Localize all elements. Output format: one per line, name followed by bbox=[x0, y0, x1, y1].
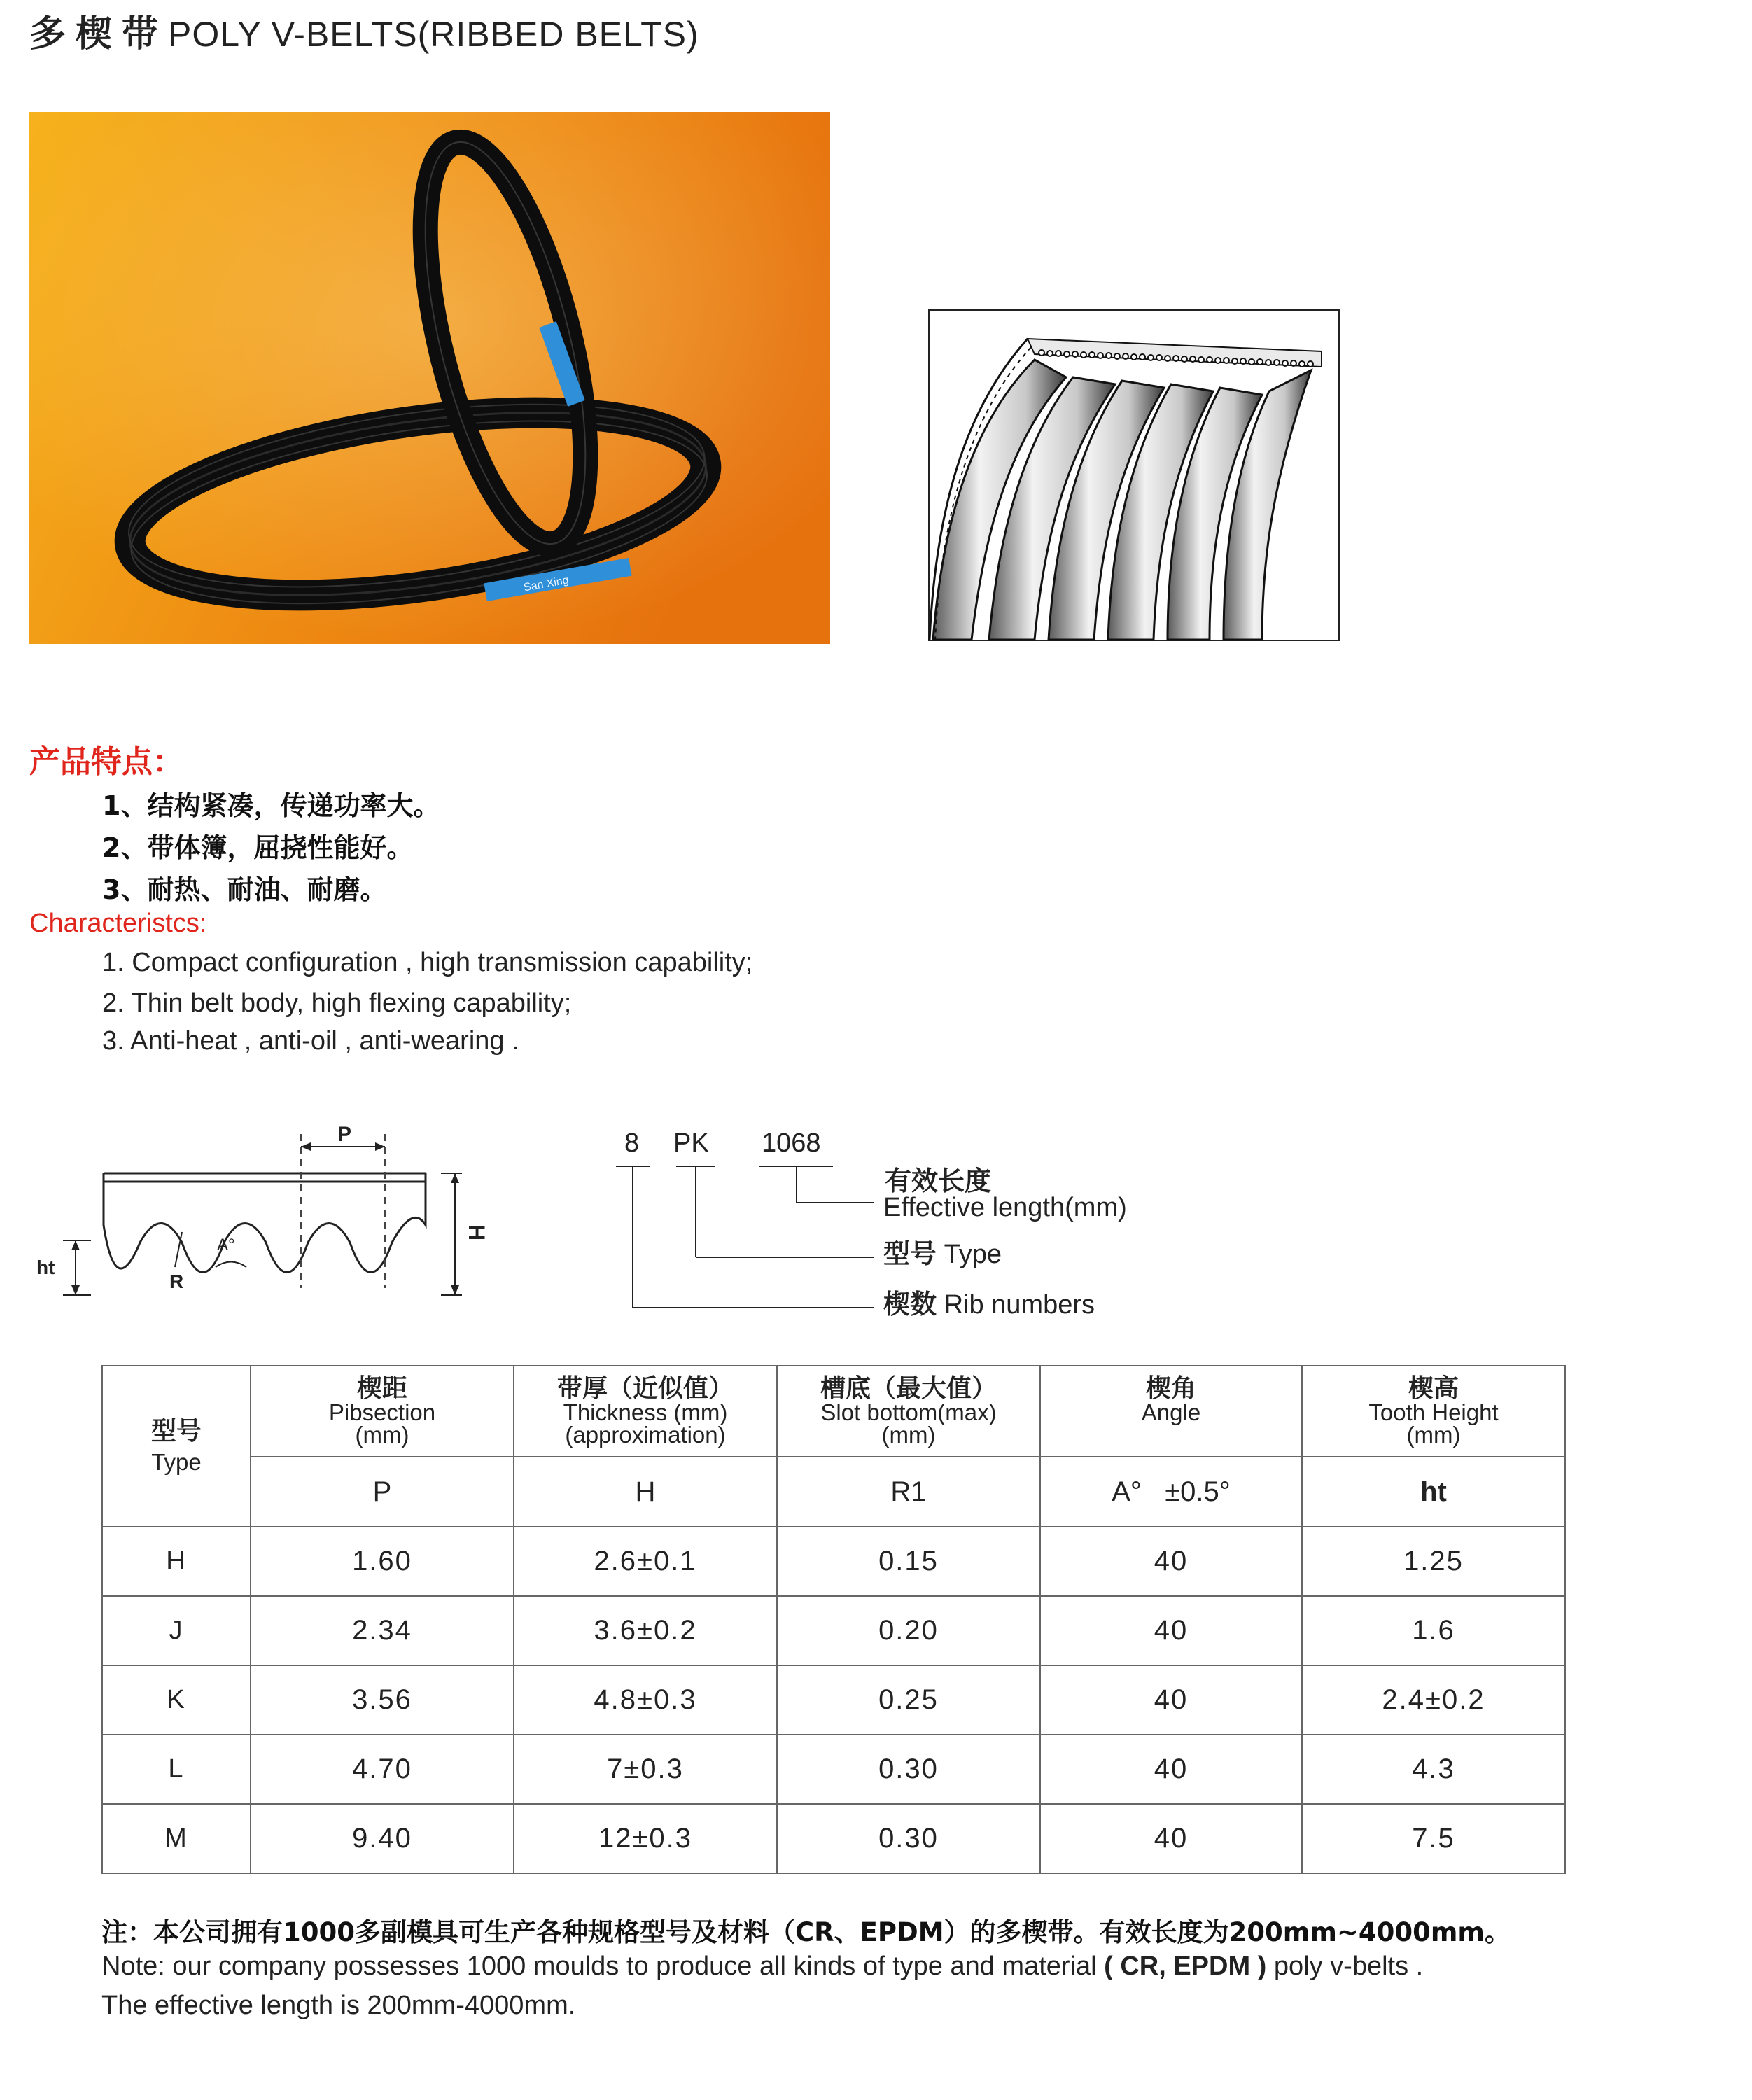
symbol-h: H bbox=[514, 1457, 777, 1527]
length-label-cn: 有效长度 bbox=[885, 1166, 992, 1196]
feature-en-1: 1. Compact configuration , high transmission capability; bbox=[102, 948, 753, 977]
belt-print: San Xing bbox=[522, 574, 570, 594]
table-row: J 2.34 3.6±0.2 0.20 40 1.6 bbox=[102, 1596, 1565, 1665]
col-header-thickness: 带厚（近似值） Thickness (mm) (approximation) bbox=[514, 1366, 777, 1457]
symbol-r1: R1 bbox=[777, 1457, 1040, 1527]
note-en-line2: The effective length is 200mm-4000mm. bbox=[101, 1991, 576, 2020]
type-header bbox=[102, 1366, 251, 1527]
table-header-row bbox=[102, 1366, 1565, 1457]
feature-cn-1: 1、结构紧凑，传递功率大。 bbox=[102, 790, 440, 821]
length-label-en: Effective length(mm) bbox=[883, 1193, 1127, 1222]
dim-p: P bbox=[337, 1123, 352, 1146]
belt-section-illustration bbox=[928, 309, 1340, 641]
rib-profile-diagram bbox=[36, 1120, 490, 1309]
title-cn: 多楔带 bbox=[29, 13, 169, 55]
feature-en-2: 2. Thin belt body, high flexing capability; bbox=[102, 988, 572, 1018]
features-title-en: Characteristcs: bbox=[29, 909, 207, 938]
feature-cn-2: 2、带体簿，屈挠性能好。 bbox=[102, 832, 414, 863]
table-row: M 9.40 12±0.3 0.30 40 7.5 bbox=[102, 1804, 1565, 1873]
dim-h: H bbox=[464, 1224, 489, 1241]
rib-label-en: Rib numbers bbox=[944, 1290, 1095, 1320]
code-type: PK bbox=[673, 1128, 709, 1158]
type-label bbox=[883, 1232, 1002, 1270]
note-en-line1: Note: our company possesses 1000 moulds to produce all kinds of type and material ( CR, EPDM ) poly v-belts . bbox=[101, 1952, 1424, 1981]
table-row: H 1.60 2.6±0.1 0.15 40 1.25 bbox=[102, 1527, 1565, 1596]
feature-cn-3: 3、耐热、耐油、耐磨。 bbox=[102, 874, 387, 905]
table-row: K 3.56 4.8±0.3 0.25 40 2.4±0.2 bbox=[102, 1665, 1565, 1735]
type-label-cn: 型号 bbox=[883, 1238, 937, 1269]
spec-table bbox=[101, 1365, 1566, 1874]
dim-angle: A° bbox=[217, 1236, 235, 1254]
dim-ht: ht bbox=[36, 1256, 55, 1278]
dim-r: R bbox=[169, 1270, 184, 1292]
product-photo bbox=[29, 112, 830, 644]
col-header-slot-bottom: 槽底（最大值） Slot bottom(max) (mm) bbox=[777, 1366, 1040, 1457]
features-title-cn: 产品特点： bbox=[29, 744, 183, 780]
symbol-angle: A° ±0.5° bbox=[1040, 1457, 1302, 1527]
col-header-tooth-height: 楔高 Tooth Height (mm) bbox=[1302, 1366, 1565, 1457]
note-material: ( CR, EPDM ) bbox=[1104, 1952, 1267, 1981]
title-en: POLY V-BELTS(RIBBED BELTS) bbox=[168, 15, 699, 54]
table-row: L 4.70 7±0.3 0.30 40 4.3 bbox=[102, 1735, 1565, 1804]
feature-en-3: 3. Anti-heat , anti-oil , anti-wearing . bbox=[102, 1026, 519, 1056]
code-length: 1068 bbox=[762, 1128, 821, 1158]
page-title bbox=[29, 4, 699, 57]
col-header-pitch: 楔距 Pibsection (mm) bbox=[251, 1366, 514, 1457]
rib-label bbox=[883, 1282, 1095, 1321]
type-label-en: Type bbox=[944, 1240, 1002, 1269]
symbol-p: P bbox=[251, 1457, 514, 1527]
col-header-angle: 楔角 Angle bbox=[1040, 1366, 1302, 1457]
table-symbol-row bbox=[102, 1457, 1565, 1527]
code-rib: 8 bbox=[624, 1128, 640, 1158]
belt-code-diagram bbox=[609, 1120, 1239, 1330]
symbol-ht: ht bbox=[1302, 1457, 1565, 1527]
type-header-en: Type bbox=[151, 1449, 202, 1475]
rib-label-cn: 楔数 bbox=[883, 1289, 937, 1320]
type-header-cn: 型号 bbox=[150, 1417, 202, 1446]
note-cn: 注：本公司拥有1000多副模具可生产各种规格型号及材料（CR、EPDM）的多楔带。有效长度为200mm~4000mm。 bbox=[101, 1917, 1511, 1947]
